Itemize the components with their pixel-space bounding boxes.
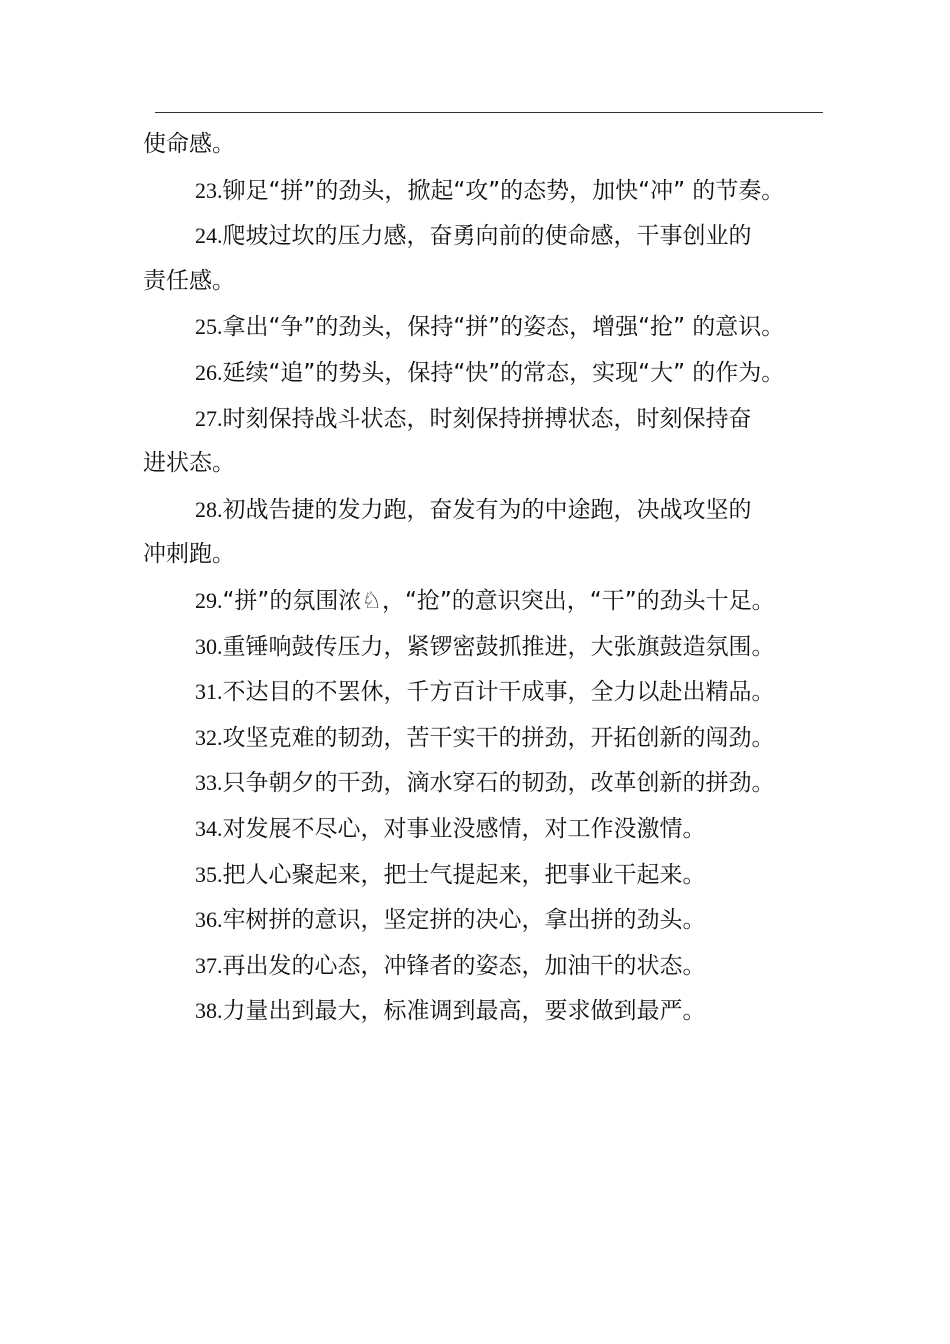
line-text: 责任感。 <box>143 267 235 294</box>
text-line <box>143 168 843 214</box>
item-number: 33. <box>195 770 223 796</box>
item-number: 25. <box>195 314 223 340</box>
text-line <box>143 122 843 168</box>
text-line <box>143 259 843 305</box>
line-text: 初战告捷的发力跑，奋发有为的中途跑，决战攻坚的 <box>222 496 752 523</box>
item-number: 28. <box>195 496 223 522</box>
line-text: 进状态。 <box>143 450 235 477</box>
item-number: 26. <box>195 359 223 385</box>
text-line <box>143 350 843 396</box>
line-text: “拼”的氛围浓♘，“抢”的意识突出，“干”的劲头十足。 <box>222 587 775 614</box>
text-line <box>143 715 843 761</box>
item-number: 30. <box>195 633 223 659</box>
line-text: 拿出“争”的劲头，保持“拼”的姿态，增强“抢” 的意识。 <box>222 314 785 341</box>
line-text: 时刻保持战斗状态，时刻保持拼搏状态，时刻保持奋 <box>222 405 752 432</box>
line-text: 攻坚克难的韧劲，苦干实干的拼劲，开拓创新的闯劲。 <box>222 724 775 751</box>
text-line <box>143 852 843 898</box>
item-number: 29. <box>195 587 223 613</box>
text-line <box>143 487 843 533</box>
item-number: 34. <box>195 815 223 841</box>
text-line <box>143 213 843 259</box>
line-text: 延续“追”的势头，保持“快”的常态，实现“大” 的作为。 <box>222 359 785 386</box>
line-text: 只争朝夕的干劲，滴水穿石的韧劲，改革创新的拼劲。 <box>222 770 775 797</box>
line-text: 对发展不尽心，对事业没感情，对工作没激情。 <box>222 815 706 842</box>
item-number: 35. <box>195 861 223 887</box>
text-line <box>143 760 843 806</box>
line-text: 重锤响鼓传压力，紧锣密鼓抓推进，大张旗鼓造氛围。 <box>222 633 775 660</box>
text-line <box>143 578 843 624</box>
text-line <box>143 304 843 350</box>
item-number: 38. <box>195 998 223 1024</box>
text-line <box>143 396 843 442</box>
line-text: 把人心聚起来，把士气提起来，把事业干起来。 <box>222 861 706 888</box>
document-body <box>143 122 843 1034</box>
line-text: 冲刺跑。 <box>143 541 235 568</box>
text-line <box>143 624 843 670</box>
item-number: 31. <box>195 679 223 705</box>
item-number: 37. <box>195 952 223 978</box>
header-rule <box>155 112 823 113</box>
text-line <box>143 441 843 487</box>
text-line <box>143 943 843 989</box>
text-line <box>143 897 843 943</box>
line-text: 铆足“拼”的劲头，掀起“攻”的态势，加快“冲” 的节奏。 <box>222 177 785 204</box>
text-line <box>143 532 843 578</box>
line-text: 不达目的不罢休，千方百计干成事，全力以赴出精品。 <box>222 679 775 706</box>
text-line <box>143 806 843 852</box>
item-number: 32. <box>195 724 223 750</box>
line-text: 使命感。 <box>143 131 235 157</box>
text-line <box>143 669 843 715</box>
line-text: 爬坡过坎的压力感，奋勇向前的使命感，干事创业的 <box>222 223 752 250</box>
text-line <box>143 988 843 1034</box>
item-number: 36. <box>195 907 223 933</box>
line-text: 牢树拼的意识，坚定拼的决心，拿出拼的劲头。 <box>222 907 706 934</box>
line-text: 再出发的心态，冲锋者的姿态，加油干的状态。 <box>222 952 706 979</box>
item-number: 24. <box>195 223 223 249</box>
item-number: 23. <box>195 177 223 203</box>
line-text: 力量出到最大，标准调到最高，要求做到最严。 <box>222 998 706 1025</box>
item-number: 27. <box>195 405 223 431</box>
